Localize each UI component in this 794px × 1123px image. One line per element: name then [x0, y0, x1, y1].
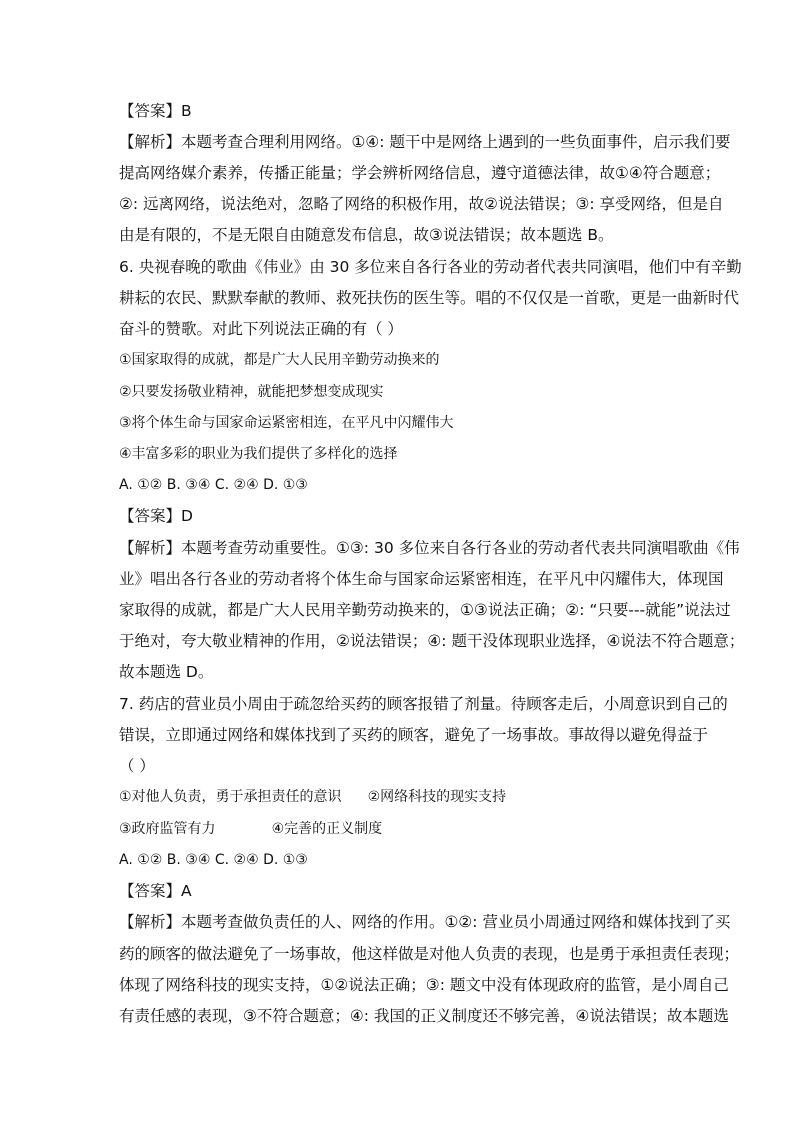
q7-options-row [119, 787, 506, 807]
q5-answer: 【答案】B [119, 102, 192, 120]
q6-choices: A. ①② B. ③④ C. ②④ D. ①③ [119, 477, 308, 493]
q5-analysis-line: 由是有限的，不是无限自由随意发布信息，故③说法错误；故本题选 B。 [119, 226, 614, 244]
q6-option: ②只要发扬敬业精神，就能把梦想变成现实 [119, 384, 384, 400]
q6-option: ③将个体生命与国家命运紧密相连，在平凡中闪耀伟大 [119, 415, 454, 431]
q7-option: ②网络科技的现实支持 [367, 789, 507, 805]
q7-option: ③政府监管有力 [119, 821, 216, 837]
q7-stem-line: 7. 药店的营业员小周由于疏忽给买药的顾客报错了剂量。待顾客走后，小周意识到自己的 [119, 695, 728, 713]
q6-stem-line: 6. 央视春晚的歌曲《伟业》由 30 多位来自各行各业的劳动者代表共同演唱，他们中有辛勤 [119, 258, 742, 276]
q7-answer: 【答案】A [119, 882, 192, 900]
q7-choices: A. ①② B. ③④ C. ②④ D. ①③ [119, 852, 308, 868]
q6-analysis-line: 业》唱出各行各业的劳动者将个体生命与国家命运紧密相连，在平凡中闪耀伟大，体现国 [119, 570, 724, 588]
q7-analysis-line: 体现了网络科技的现实支持，①②说法正确；③: 题文中没有体现政府的监管，是小周自己 [119, 976, 729, 994]
q5-analysis-line: 【解析】本题考查合理利用网络。①④: 题干中是网络上遇到的一些负面事件，启示我们要 [119, 133, 731, 151]
q7-analysis-line: 有责任感的表现，③不符合题意；④: 我国的正义制度还不够完善，④说法错误；故本题选 [119, 1007, 729, 1025]
q7-option: ④完善的正义制度 [271, 821, 383, 837]
q7-stem-line: 错误，立即通过网络和媒体找到了买药的顾客，避免了一场事故。事故得以避免得益于 [119, 726, 709, 744]
q6-option: ④丰富多彩的职业为我们提供了多样化的选择 [119, 446, 398, 462]
q6-analysis-line: 故本题选 D。 [119, 663, 214, 681]
q5-analysis-line: 提高网络媒介素养，传播正能量；学会辨析网络信息，遵守道德法律，故①④符合题意； [119, 164, 721, 182]
q7-analysis-line: 药的顾客的做法避免了一场事故，他这样做是对他人负责的表现，也是勇于承担责任表现； [119, 945, 740, 963]
q5-analysis-line: ②: 远离网络，说法绝对，忽略了网络的积极作用，故②说法错误；③: 享受网络，但是自 [119, 195, 724, 213]
q6-analysis-line: 【解析】本题考查劳动重要性。①③: 30 多位来自各行各业的劳动者代表共同演唱歌曲《伟 [119, 539, 740, 557]
q6-answer: 【答案】D [119, 507, 193, 525]
q6-stem-line: 耕耘的农民、默默奉献的教师、救死扶伤的医生等。唱的不仅仅是一首歌，更是一曲新时代 [119, 289, 740, 307]
q7-options-row [119, 819, 382, 839]
q7-option: ①对他人负责，勇于承担责任的意识 [119, 789, 342, 805]
q6-stem-line: 奋斗的赞歌。对此下列说法正确的有（ ） [119, 320, 403, 338]
q6-analysis-line: 家取得的成就，都是广大人民用辛勤劳动换来的，①③说法正确；②: “只要---就能”说法过 [119, 601, 731, 619]
q6-option: ①国家取得的成就，都是广大人民用辛勤劳动换来的 [119, 352, 440, 368]
q7-stem-line: （ ） [119, 757, 155, 775]
q7-analysis-line: 【解析】本题考查做负责任的人、网络的作用。①②: 营业员小周通过网络和媒体找到了买 [119, 913, 731, 931]
q6-analysis-line: 于绝对，夸大敬业精神的作用，②说法错误；④: 题干没体现职业选择，④说法不符合题意； [119, 632, 745, 650]
